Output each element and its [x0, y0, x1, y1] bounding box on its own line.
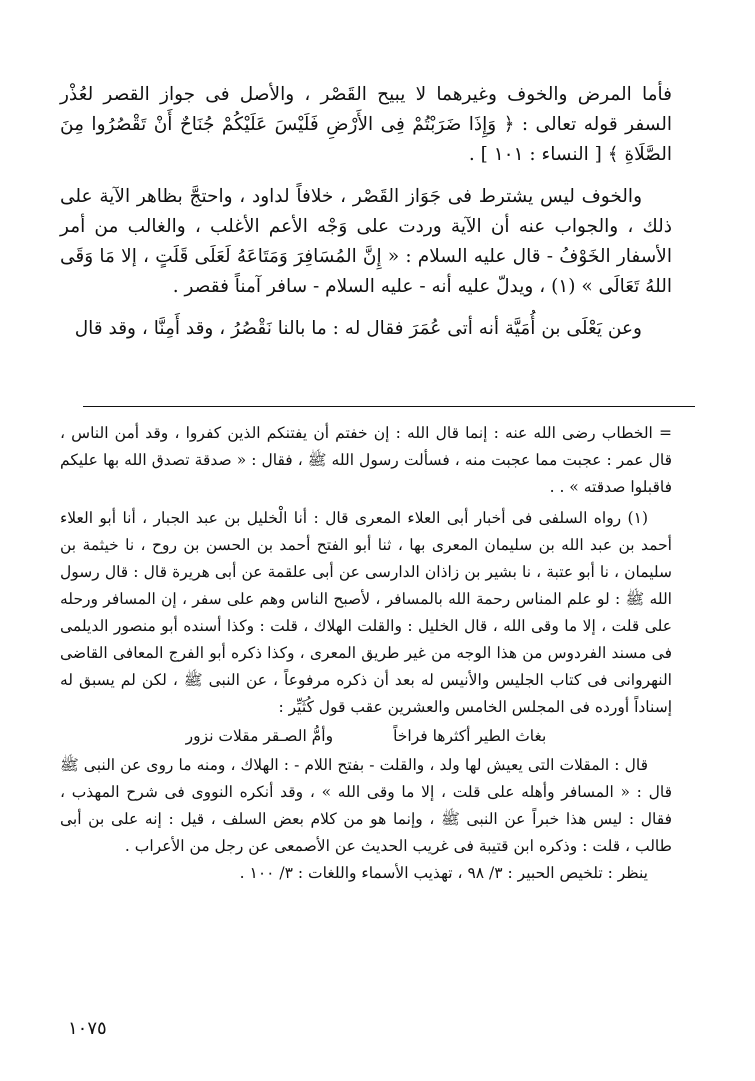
- footnote-continuation: = الخطاب رضى الله عنه : إنما قال الله : إن خفتم أن يفتنكم الذين كفروا ، وقد أمن الناس ، قال عمر : عجبت مما عجبت منه ، فسألت رسول الله ﷺ ، فقال : « صدقة تصدق الله بها عليكم فاقبلوا صدقته » . .: [60, 424, 672, 496]
- main-paragraph-1: فأما المرض والخوف وغيرهما لا يبيح القَصْر ، والأصل فى جواز القصر لعُذْر السفر قوله تعالى : ﴿ وَإِذَا ضَرَبْتُمْ فِى الأَرْضِ فَلَيْسَ عَلَيْكُمْ جُنَاحٌ أَنْ تَقْصُرُوا مِنَ الصَّلَاةِ ﴾ [ النساء : ١٠١ ] .: [60, 84, 672, 165]
- footnote-divider: [83, 406, 695, 407]
- main-text: [60, 80, 672, 344]
- poetry-verse: [60, 723, 672, 750]
- verse-hemistich-1: بغاث الطير أكثرها فراخاً: [393, 727, 547, 745]
- verse-hemistich-2: وأمُّ الصـقر مقلات نزور: [185, 727, 334, 745]
- footnote-reference: ينظر : تلخيص الحبير : ٣/ ٩٨ ، تهذيب الأسماء واللغات : ٣/ ١٠٠ .: [239, 864, 648, 882]
- footnotes: [60, 420, 672, 887]
- main-paragraph-3: وعن يَعْلَى بن أُمَيَّة أنه أتى عُمَرَ فقال له : ما بالنا نَقْصُرُ ، وقد أَمِنَّا ، وقد قال: [74, 318, 642, 339]
- footnote-1: (١) رواه السلفى فى أخبار أبى العلاء المعرى قال : أنا الْخليل بن عبد الجبار ، أنا أبو العلاء أحمد بن عبد الله بن سليمان المعرى بها ، ثنا أبو الفتح أحمد بن الحسن بن روح ، نا خيثمة بن سليمان ، نا أبو عتبة ، نا بشير بن زاذان الدارسى عن أبى علقمة عن أبى هريرة قال : قال رسول الله ﷺ : لو علم المناس رحمة الله بالمسافر ، لأصبح الناس وهم على سفر ، إن المسافر ورحله على قلت ، إلا ما وقى الله ، قال الخليل : والقلت الهلاك ، قلت : وكذا أسنده أبو منصور الديلمى فى مسند الفردوس من هذا الوجه من غير طريق المعرى ، وكذا ذكره أبو الفرج المعافى القاضى النهروانى فى كتاب الجليس والأنيس له بعد أن ذكره مرفوعاً ، عن النبى ﷺ ، لكن لم يسبق له إسناداً أورده فى المجلس الخامس والعشرين عقب قول كُثَيِّر :: [60, 509, 672, 716]
- page-number: ١٠٧٥: [68, 1018, 107, 1039]
- footnote-explanation: قال : المقلات التى يعيش لها ولد ، والقلت - بفتح اللام - : الهلاك ، ومنه ما روى عن النبى ﷺ قال : « المسافر وأهله على قلت ، إلا ما وقى الله » ، وقد أنكره النووى فى شرح المهذب ، فقال : ليس هذا خبراً عن النبى ﷺ ، وإنما هو من كلام بعض السلف ، قيل : إنه على بن أبى طالب ، قلت : وذكره ابن قتيبة فى غريب الحديث عن الأصمعى عن رجل من الأعراب .: [60, 756, 672, 855]
- main-paragraph-2: والخوف ليس يشترط فى جَوَاز القَصْر ، خلافاً لداود ، واحتجَّ بظاهر الآية على ذلك ، والجواب عنه أن الآية وردت على وَجْه الأعم الأغلب ، والغالب من أمر الأسفار الخَوْفُ - قال عليه السلام : « إِنَّ المُسَافِرَ وَمَتَاعَهُ لَعَلَى قَلَتٍ ، إلا مَا وَقَى اللهُ تَعَالَى » (١) ، ويدلّ عليه أنه - عليه السلام - سافر آمناً فقصر .: [60, 186, 672, 297]
